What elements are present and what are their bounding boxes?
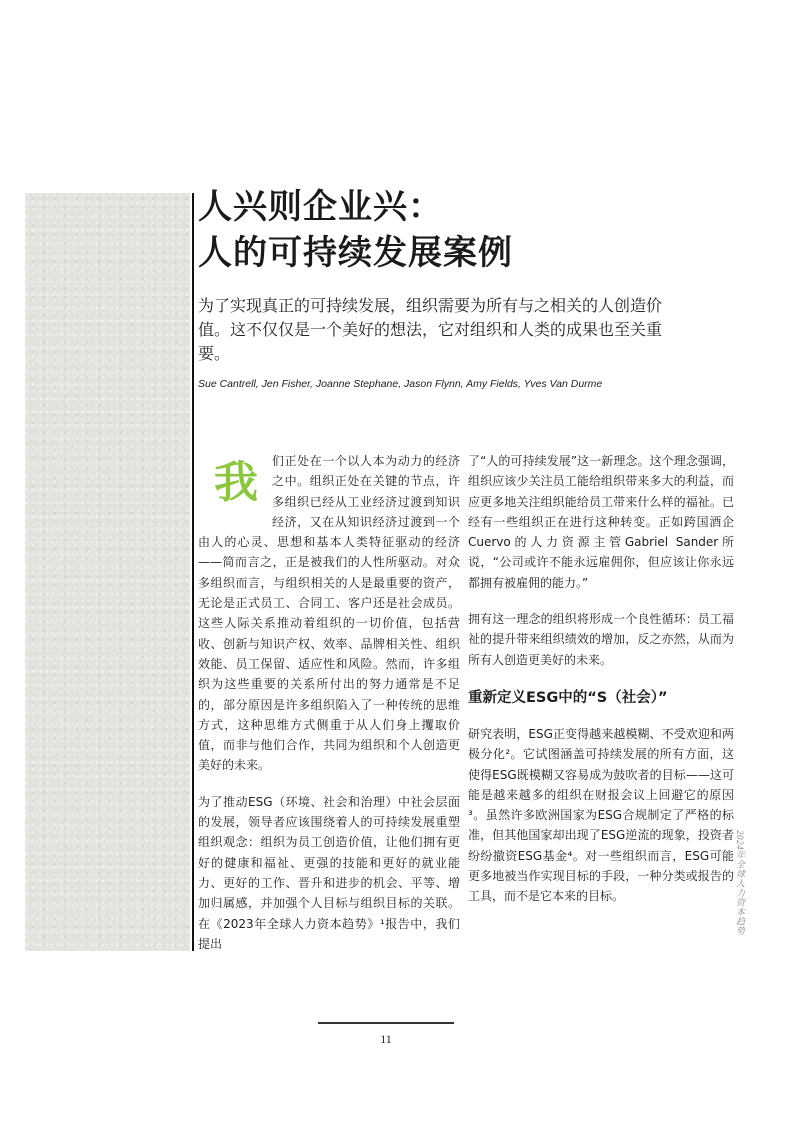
article-title: [198, 184, 513, 276]
vertical-rule: [192, 193, 194, 951]
footer-rule: [318, 1022, 454, 1024]
intro-paragraph-text: 们正处在一个以人本为动力的经济之中。组织正处在关键的节点，许多组织已经从工业经济过渡到知识经济，又在从知识经济过渡到一个由人的心灵、思想和基本人类特征驱动的经济——简而言之，正是被我们的人性所驱动。对众多组织而言，与组织相关的人是最重要的资产，无论是正式员工、合同工、客户还是社会成员。这些人际关系推动着组织的一切价值，包括营收、创新与知识产权、效率、品牌相关性、组织效能、员工保留、适应性和风险。然而，许多组织为这些重要的关系所付出的努力通常是不足的，部分原因是许多组织陷入了一种传统的思维方式，这种思维方式侧重于从人们身上攫取价值，而非与他们合作，共同为组织和个人创造更美好的未来。: [198, 454, 460, 773]
intro-paragraph: [198, 451, 460, 776]
article-subtitle: 为了实现真正的可持续发展，组织需要为所有与之相关的人创造价值。这不仅仅是一个美好的想法，它对组织和人类的成果也至关重要。: [198, 296, 663, 363]
right-paragraph-3: 研究表明，ESG正变得越来越模糊、不受欢迎和两极分化²。它试图涵盖可持续发展的所有方面，这使得ESG既模糊又容易成为鼓吹者的目标——这可能是越来越多的组织在财报会议上回避它的原因³。虽然许多欧洲国家为ESG合规制定了严格的标准，但其他国家却出现了ESG逆流的现象，投资者纷纷撤资ESG基金⁴。对一些组织而言，ESG可能更多地被当作实现目标的手段，一种分类或报告的工具，而不是它本来的目标。: [468, 726, 734, 904]
right-column: [468, 451, 734, 923]
right-paragraph-1: 了“人的可持续发展”这一新理念。这个理念强调，组织应该少关注员工能给组织带来多大的利益，而应更多地关注组织能给员工带来什么样的福祉。已经有一些组织正在进行这种转变。正如跨国酒企Cuervo的人力资源主管Gabriel Sander所说，“公司或许不能永远雇佣你，但应该让你永远都拥有被雇佣的能力。”: [468, 454, 734, 590]
right-paragraph-2: 拥有这一理念的组织将形成一个良性循环：员工福祉的提升带来组织绩效的增加，反之亦然，从而为所有人创造更美好的未来。: [468, 612, 734, 667]
left-column: [198, 451, 460, 970]
section-heading: 重新定义ESG中的“S（社会）”: [468, 689, 668, 706]
dropcap: 我: [214, 457, 258, 508]
title-line-1: 人兴则企业兴：: [198, 187, 443, 227]
article-authors: Sue Cantrell, Jen Fisher, Joanne Stephane, Jason Flynn, Amy Fields, Yves Van Durme: [198, 378, 603, 390]
side-running-title: 2024年全球人力资本趋势: [735, 830, 745, 936]
page-number: 11: [380, 1032, 392, 1046]
left-paragraph-2: 为了推动ESG（环境、社会和治理）中社会层面的发展，领导者应该围绕着人的可持续发展重塑组织观念：组织为员工创造价值，让他们拥有更好的健康和福祉、更强的技能和更好的就业能力、更好的工作、晋升和进步的机会、平等、增加归属感，并加强个人目标与组织目标的关联。在《2023年全球人力资本趋势》¹报告中，我们提出: [198, 794, 460, 951]
title-line-2: 人的可持续发展案例: [198, 233, 513, 273]
decorative-texture-panel: [25, 193, 190, 951]
